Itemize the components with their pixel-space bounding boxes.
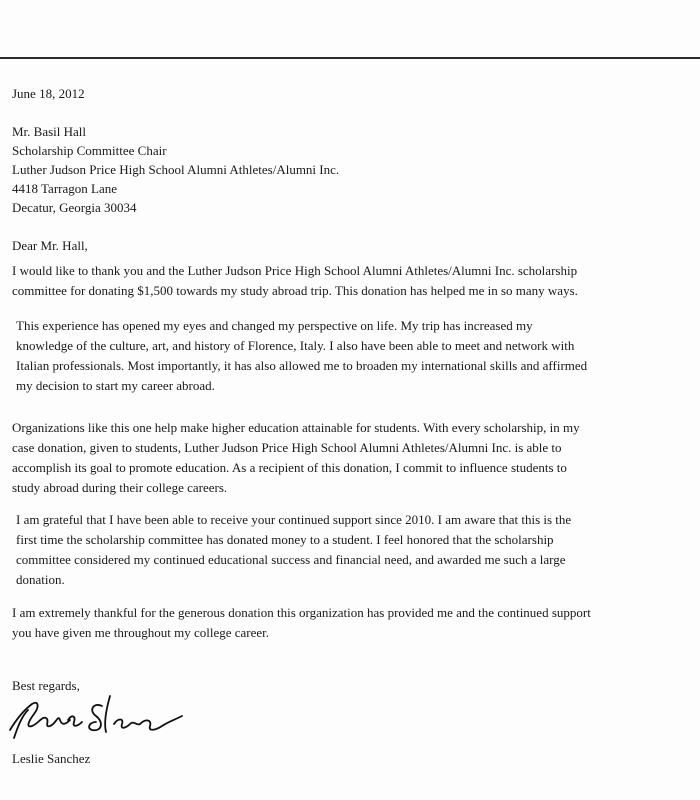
paragraph-5: I am extremely thankful for the generous donation this organization has provided me and the continued support you have given me throughout my college career. xyxy=(12,605,591,640)
recipient-city: Decatur, Georgia 30034 xyxy=(12,200,137,215)
recipient-title: Scholarship Committee Chair xyxy=(12,143,167,158)
paragraph-1: I would like to thank you and the Luther Judson Price High School Alumni Athletes/Alumni Inc. scholarship committee for donating $1,500 towards my study abroad trip. This donation has helped me in so many ways. xyxy=(12,263,578,298)
recipient-name: Mr. Basil Hall xyxy=(12,124,87,139)
letter-date: June 18, 2012 xyxy=(12,86,85,101)
paragraph-3: Organizations like this one help make higher education attainable for students. With every scholarship, in my case donation, given to students, Luther Judson Price High School Alumni Athletes/Alumni Inc. is able to accomplish its goal to promote education. As a recipient of this donation, I commit to influence students to study abroad during their college careers. xyxy=(12,420,580,495)
salutation: Dear Mr. Hall, xyxy=(12,238,88,253)
closing: Best regards, xyxy=(12,678,80,693)
top-rule xyxy=(0,57,700,59)
signer-name: Leslie Sanchez xyxy=(12,751,91,766)
recipient-street: 4418 Tarragon Lane xyxy=(12,181,117,196)
paragraph-4: I am grateful that I have been able to receive your continued support since 2010. I am aware that this is the first time the scholarship committee has donated money to a student. I feel honored that the scholarship committee considered my continued educational success and financial need, and awarded me such a large donation. xyxy=(16,512,572,587)
handwritten-signature xyxy=(6,680,196,742)
recipient-organization: Luther Judson Price High School Alumni Athletes/Alumni Inc. xyxy=(12,162,340,177)
paragraph-2: This experience has opened my eyes and changed my perspective on life. My trip has increased my knowledge of the culture, art, and history of Florence, Italy. I also have been able to meet and network with Italian professionals. Most importantly, it has also allowed me to broaden my international skills and affirmed my decision to start my career abroad. xyxy=(16,318,588,393)
